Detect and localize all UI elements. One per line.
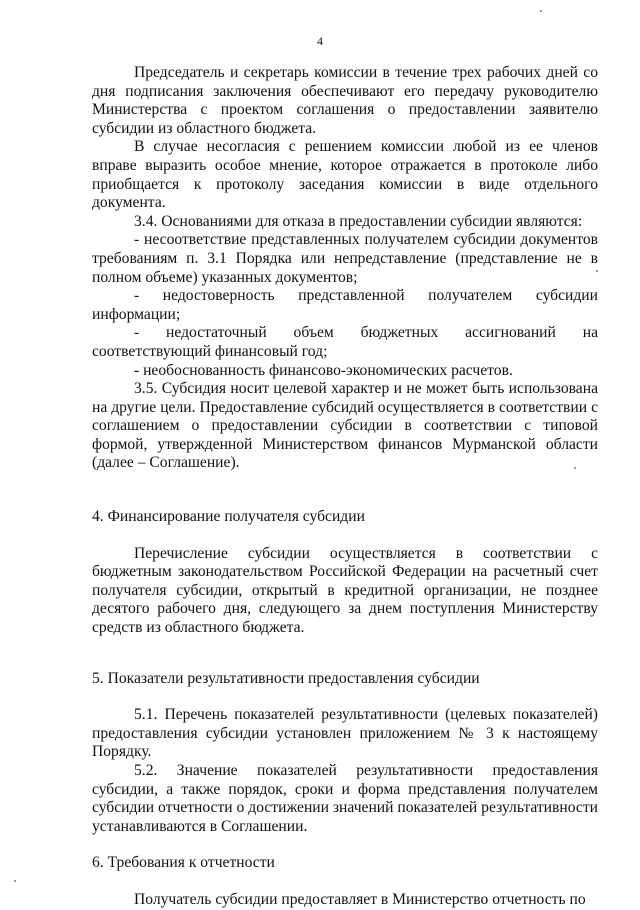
page-number: 4 — [317, 34, 323, 48]
scan-speck — [14, 880, 16, 882]
scan-speck — [540, 10, 542, 12]
section-4-text: Перечисление субсидии осуществляется в соответствии с бюджетным законодательством Российской Федерации на расчетный счет получателя субсидии, открытый в кредитной организации, не позднее десятого рабочего дня, следующего за днем поступления Министерству средств из областного бюджета. — [92, 544, 598, 637]
paragraph-chairman: Председатель и секретарь комиссии в течение трех рабочих дней со дня подписания заключения обеспечивают его передачу руководителю Министерства с проектом соглашения о предоставлении заявителю субсидии из областного бюджета. — [92, 64, 598, 137]
paragraph-3-5: 3.5. Субсидия носит целевой характер и не может быть использована на другие цели. Предоставление субсидий осуществляется в соответствии с соглашением о предоставлении субсидии в соответствии с типовой формой, утвержденной Министерством финансов Мурманской области (далее – Соглашение). — [92, 380, 598, 472]
section-5-2: 5.2. Значение показателей результативности предоставления субсидии, а также порядок, сроки и форма представления получателем субсидии отчетности о достижении значений показателей результативности устанавливаются в Соглашении. — [92, 762, 598, 835]
list-item-unreliability: - недостоверность представленной получателем субсидии информации; — [92, 287, 598, 323]
list-item-unjustified-calculations: - необоснованность финансово-экономических расчетов. — [134, 361, 513, 379]
section-5-1: 5.1. Перечень показателей результативности (целевых показателей) предоставления субсидии установлен приложением № 3 к настоящему Порядку. — [92, 706, 598, 761]
section-4-heading: 4. Финансирование получателя субсидии — [92, 508, 365, 526]
paragraph-3-4: 3.4. Основаниями для отказа в предоставлении субсидии являются: — [134, 212, 583, 230]
document-body — [92, 64, 598, 910]
list-item-insufficient-budget: - недостаточный объем бюджетных ассигнований на соответствующий финансовый год; — [92, 324, 598, 360]
list-item-nonconformity: - несоответствие представленных получателем субсидии документов требованиям п. 3.1 Порядка или непредставление (представление не в полном объеме) указанных документов; — [92, 231, 598, 286]
scan-speck — [596, 270, 598, 272]
scan-speck — [574, 467, 576, 469]
paragraph-disagreement: В случае несогласия с решением комиссии любой из ее членов вправе выразить особое мнение, которое отражается в протоколе либо приобщается к протоколу заседания комиссии в виде отдельного документа. — [92, 138, 598, 212]
section-6-heading: 6. Требования к отчетности — [92, 854, 275, 872]
section-5-heading: 5. Показатели результативности предоставления субсидии — [92, 669, 480, 687]
section-6-text: Получатель субсидии предоставляет в Министерство отчетность по — [134, 890, 586, 908]
